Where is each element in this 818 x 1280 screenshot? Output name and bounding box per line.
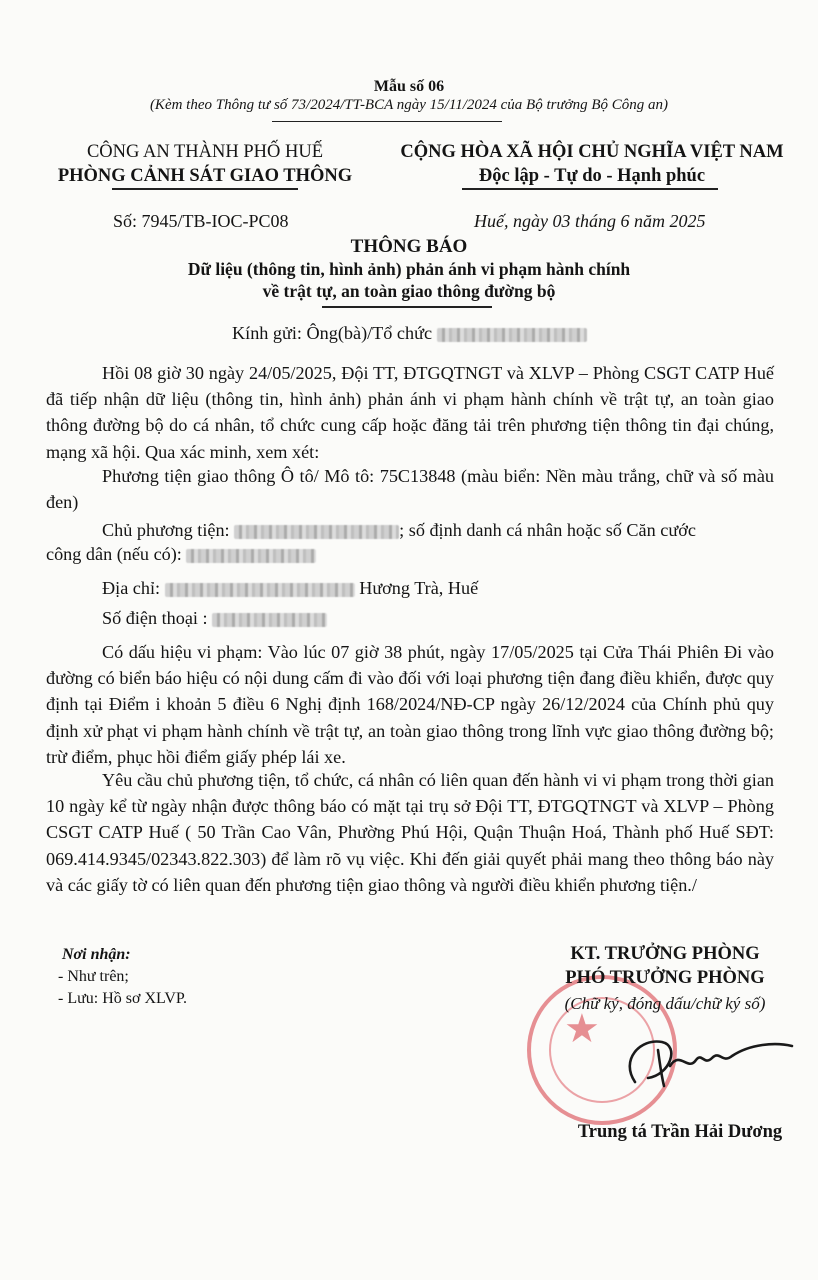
paragraph-vehicle-text: Phương tiện giao thông Ô tô/ Mô tô: 75C13848 (màu biển: Nền màu trắng, chữ và số màu đen) bbox=[46, 466, 774, 513]
redacted-owner-id bbox=[186, 549, 316, 563]
form-number: Mẫu số 06 bbox=[373, 78, 445, 95]
place-date: Huế, ngày 03 tháng 6 năm 2025 bbox=[474, 211, 706, 231]
address-rest: Hương Trà, Huế bbox=[359, 578, 479, 598]
phone-label: Số điện thoại : bbox=[102, 608, 208, 628]
agency-underline bbox=[112, 188, 298, 190]
signature-title2: PHÓ TRƯỞNG PHÒNG bbox=[565, 968, 765, 988]
nation-line1: CỘNG HÒA XÃ HỘI CHỦ NGHĨA VIỆT NAM bbox=[400, 142, 784, 162]
redacted-address bbox=[165, 583, 355, 597]
subtitle-line1: Dữ liệu (thông tin, hình ảnh) phản ánh vi phạm hành chính bbox=[187, 259, 631, 279]
agency-name bbox=[30, 140, 380, 188]
recipient-line bbox=[232, 320, 587, 346]
handwritten-signature bbox=[600, 1020, 800, 1100]
paragraph-vehicle bbox=[46, 463, 774, 515]
redacted-recipient bbox=[437, 328, 587, 342]
document-number: Số: 7945/TB-IOC-PC08 bbox=[113, 211, 289, 231]
recipient-label: Kính gửi: Ông(bà)/Tổ chức bbox=[232, 323, 433, 343]
subtitle-line2: về trật tự, an toàn giao thông đường bộ bbox=[262, 281, 556, 301]
signer-name: Trung tá Trần Hải Dương bbox=[577, 1122, 783, 1142]
recipients-item1: - Như trên; bbox=[58, 968, 129, 985]
owner-id-label: công dân (nếu có): bbox=[46, 544, 182, 564]
redacted-phone bbox=[212, 613, 327, 627]
owner-label: Chủ phương tiện: bbox=[102, 520, 230, 540]
address-line bbox=[102, 575, 478, 601]
signature-note: (Chữ ký, đóng dấu/chữ ký số) bbox=[564, 994, 766, 1013]
recipients-item2: - Lưu: Hồ sơ XLVP. bbox=[58, 990, 187, 1007]
address-label: Địa chỉ: bbox=[102, 578, 161, 598]
paragraph-intake-text: Hồi 08 giờ 30 ngày 24/05/2025, Đội TT, ĐTGQTNGT và XLVP – Phòng CSGT CATP Huế đã tiếp nhận dữ liệu (thông tin, hình ảnh) phản ánh vi phạm hành chính về trật tự, an toàn giao thông đường bộ do cá nhân, tổ chức cung cấp hoặc đăng tải trên phương tiện thông tin đại chúng, mạng xã hội. Qua xác minh, xem xét: bbox=[46, 363, 774, 462]
owner-id-line bbox=[46, 541, 316, 567]
paragraph-intake bbox=[46, 360, 774, 465]
agency-line2: PHÒNG CẢNH SÁT GIAO THÔNG bbox=[57, 166, 353, 186]
motto-underline bbox=[462, 188, 718, 190]
paragraph-request bbox=[46, 767, 774, 898]
owner-line bbox=[102, 517, 696, 543]
recipients-heading: Nơi nhận: bbox=[62, 946, 131, 963]
subtitle-underline bbox=[322, 306, 492, 308]
star-icon: ★ bbox=[564, 1006, 600, 1051]
phone-line bbox=[102, 605, 327, 631]
agency-line1: CÔNG AN THÀNH PHỐ HUẾ bbox=[86, 142, 324, 162]
paragraph-request-text: Yêu cầu chủ phương tiện, tổ chức, cá nhân có liên quan đến hành vi vi phạm trong thời gian 10 ngày kể từ ngày nhận được thông báo có mặt tại trụ sở Đội TT, ĐTGQTNGT và XLVP – Phòng CSGT CATP Huế ( 50 Trần Cao Vân, Phường Phú Hội, Quận Thuận Hoá, Thành phố Huế SĐT: 069.414.9345/02343.822.303) để làm rõ vụ việc. Khi đến giải quyết phải mang theo thông báo này và các giấy tờ có liên quan đến phương tiện giao thông và người điều khiển phương tiện./ bbox=[46, 770, 774, 895]
document-title: THÔNG BÁO bbox=[350, 236, 468, 257]
owner-rest: ; số định danh cá nhân hoặc số Căn cước bbox=[399, 520, 696, 540]
form-reference: (Kèm theo Thông tư số 73/2024/TT-BCA ngày 15/11/2024 của Bộ trưởng Bộ Công an) bbox=[149, 97, 669, 113]
signature-title1: KT. TRƯỞNG PHÒNG bbox=[570, 944, 760, 964]
paragraph-violation bbox=[46, 639, 774, 770]
reference-underline bbox=[272, 121, 502, 122]
national-heading bbox=[372, 140, 812, 188]
redacted-owner-name bbox=[234, 525, 399, 539]
nation-line2: Độc lập - Tự do - Hạnh phúc bbox=[478, 166, 706, 186]
paragraph-violation-text: Có dấu hiệu vi phạm: Vào lúc 07 giờ 38 phút, ngày 17/05/2025 tại Cửa Thái Phiên Đi vào đường có biển báo hiệu có nội dung cấm đi vào đối với loại phương tiện đang điều khiển, được quy định tại Điểm i khoản 5 điều 6 Nghị định 168/2024/NĐ-CP ngày 26/12/2024 của Chính phủ quy định xử phạt vi phạm hành chính về trật tự, an toàn giao thông trong lĩnh vực giao thông đường bộ; trừ điểm, phục hồi điểm giấy phép lái xe. bbox=[46, 642, 774, 767]
